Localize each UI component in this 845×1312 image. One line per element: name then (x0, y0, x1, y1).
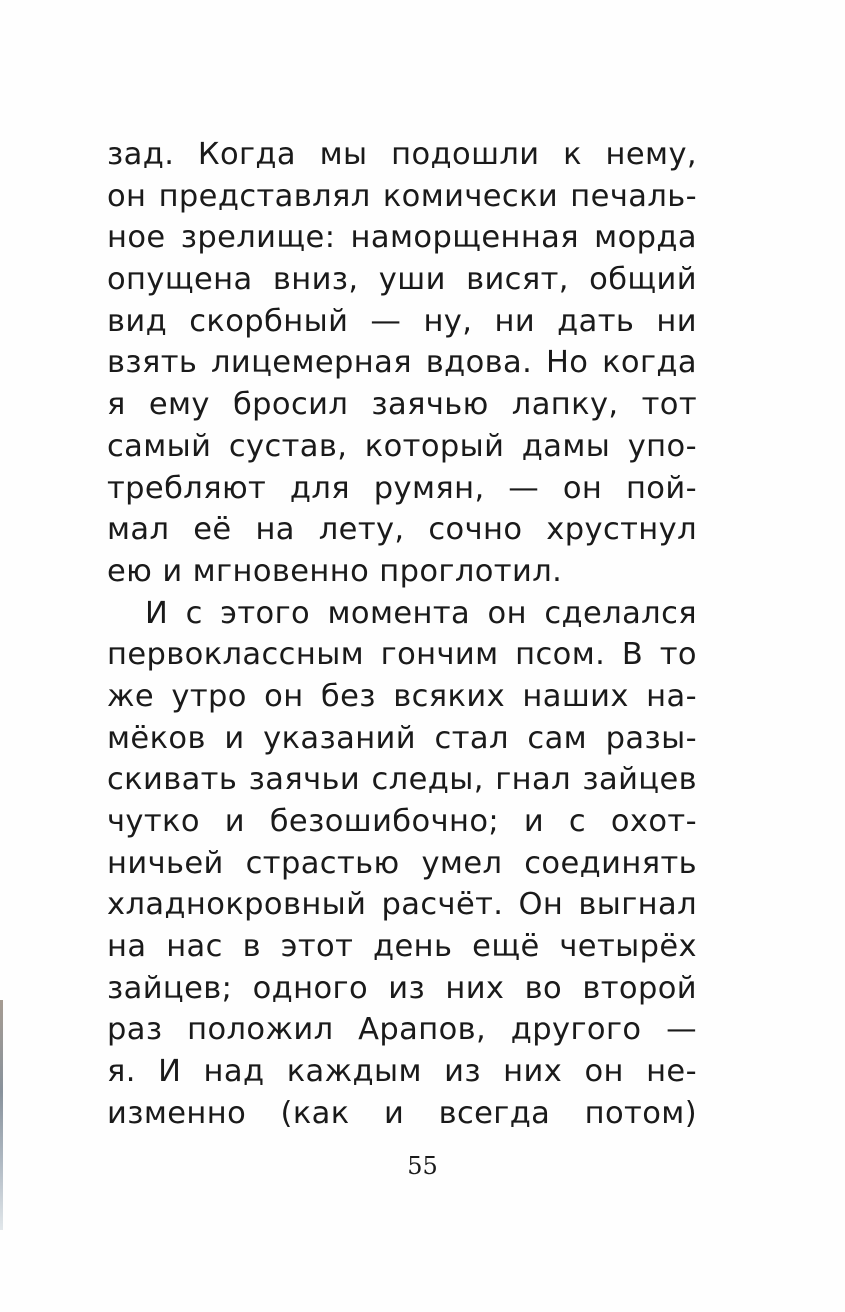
text-line: первоклассным гончим псом. В то (107, 637, 697, 673)
text-line: зад. Когда мы подошли к нему, (107, 137, 697, 172)
body-text (107, 134, 697, 1135)
text-line: зайцев; одного из них во второй (107, 970, 697, 1006)
text-line: же утро он без всяких наших на- (107, 678, 697, 714)
text-line: раз положил Арапов, другого — (107, 1012, 697, 1048)
paragraph-2 (107, 593, 697, 1135)
text-line: на нас в этот день ещё четырёх (107, 929, 697, 965)
text-line: он представлял комически печаль- (107, 178, 697, 214)
text-line: скивать заячьи следы, гнал зайцев (107, 762, 697, 798)
text-line: ею и мгновенно проглотил. (107, 553, 563, 589)
text-line: опущена вниз, уши висят, общий (107, 262, 697, 298)
text-line: изменно (как и всегда потом) (107, 1095, 697, 1131)
text-line: вид скорбный — ну, ни дать ни (107, 303, 697, 339)
text-line: чутко и безошибочно; и с охот- (107, 804, 697, 839)
text-line: ное зрелище: наморщенная морда (107, 220, 697, 256)
text-line: самый сустав, который дамы упо- (107, 428, 697, 464)
text-line: хладнокровный расчёт. Он выгнал (107, 887, 697, 923)
page-number: 55 (407, 1152, 438, 1180)
text-line: я. И над каждым из них он не- (107, 1054, 697, 1090)
text-line: И с этого момента он сделался (145, 595, 697, 631)
text-line: ничьей страстью умел соединять (107, 845, 697, 881)
paragraph-1 (107, 134, 697, 593)
text-line: мёков и указаний стал сам разы- (107, 720, 697, 756)
text-line: я ему бросил заячью лапку, тот (107, 387, 697, 423)
text-line: мал её на лету, сочно хрустнул (107, 512, 697, 548)
page-edge-shadow (0, 1000, 3, 1230)
text-line: требляют для румян, — он пой- (107, 470, 697, 506)
text-line: взять лицемерная вдова. Но когда (107, 345, 697, 381)
